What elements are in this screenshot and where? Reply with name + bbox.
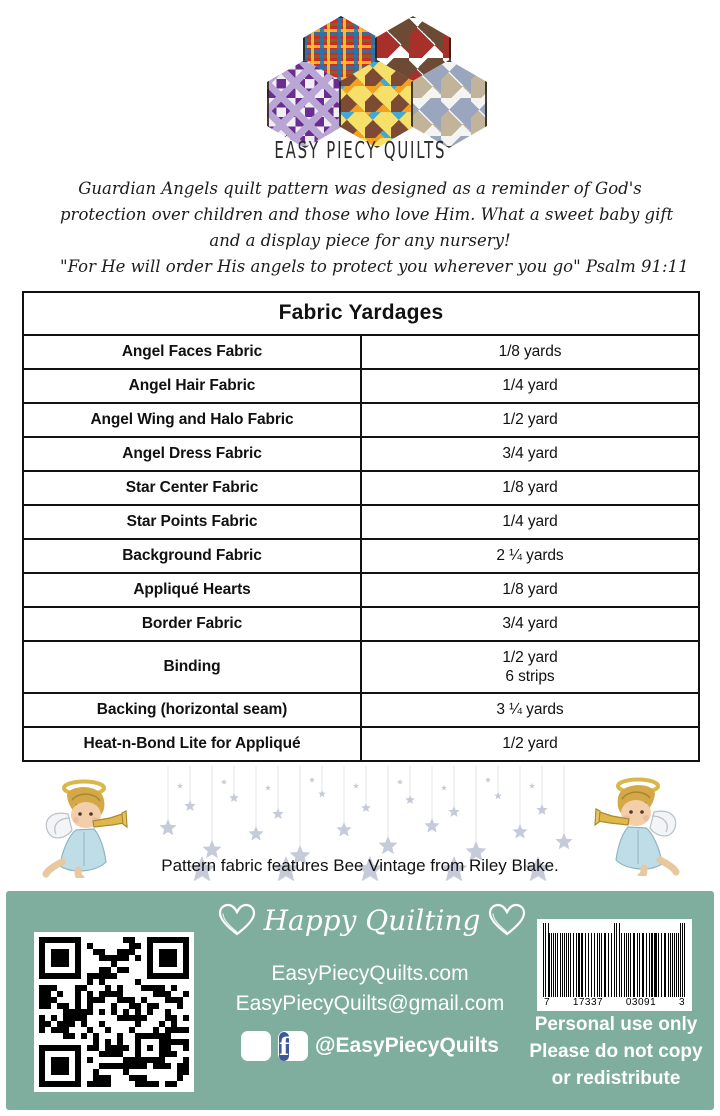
- happy-quilting-text: Happy Quilting: [263, 903, 481, 937]
- heart-icon-right: [488, 903, 526, 937]
- fabric-yardage-cell: 2 ¼ yards: [361, 539, 699, 573]
- contact-block: [202, 959, 538, 1019]
- fabric-yardage-cell: [361, 641, 699, 693]
- table-row: [23, 641, 699, 693]
- fabric-yardage-cell: 1/4 yard: [361, 505, 699, 539]
- fabric-yardage-cell: 3/4 yard: [361, 607, 699, 641]
- fabric-name-cell: Heat-n-Bond Lite for Appliqué: [23, 727, 361, 761]
- copyright-notice: [522, 1011, 710, 1092]
- description-line-2: protection over children and those who love Him. What a sweet baby gift: [60, 205, 674, 224]
- description-line-1: Guardian Angels quilt pattern was designed as a reminder of God's: [78, 179, 642, 198]
- barcode-left-digit: 7: [544, 997, 551, 1008]
- qr-code-graphic: [39, 937, 189, 1087]
- email-link[interactable]: EasyPiecyQuilts@gmail.com: [235, 992, 505, 1015]
- website-link[interactable]: EasyPiecyQuilts.com: [271, 962, 469, 985]
- fabric-name-cell: Angel Faces Fabric: [23, 335, 361, 369]
- fabric-name-cell: Background Fabric: [23, 539, 361, 573]
- fabric-yardage-cell: 1/8 yard: [361, 471, 699, 505]
- scripture-quote: "For He will order His angels to protect you wherever you go" Psalm 91:11: [60, 257, 689, 276]
- table-row: [23, 403, 699, 437]
- table-row: [23, 335, 699, 369]
- table-row: [23, 471, 699, 505]
- fabric-name-cell: Appliqué Hearts: [23, 573, 361, 607]
- fabric-name-cell: Star Points Fabric: [23, 505, 361, 539]
- table-row: [23, 573, 699, 607]
- social-links: [202, 1031, 538, 1061]
- fabric-yardage-cell: 3 ¼ yards: [361, 693, 699, 727]
- table-row: [23, 437, 699, 471]
- table-row: [23, 505, 699, 539]
- notice-line-1: Personal use only: [534, 1014, 698, 1035]
- brand-wordmark: EASY PIECY QUILTS: [274, 138, 446, 164]
- description-line-3: and a display piece for any nursery!: [209, 231, 511, 250]
- fabric-name-cell: Star Center Fabric: [23, 471, 361, 505]
- table-title-row: [23, 292, 699, 335]
- yardage-primary: 1/2 yard: [502, 649, 558, 666]
- table-row: [23, 607, 699, 641]
- barcode-right-digit: 3: [678, 997, 685, 1008]
- fabric-name-cell: Backing (horizontal seam): [23, 693, 361, 727]
- pattern-description: [60, 176, 689, 280]
- qr-code[interactable]: [34, 932, 194, 1092]
- brand-logo: [0, 0, 720, 164]
- fabric-yardage-cell: 1/8 yards: [361, 335, 699, 369]
- fabric-yardage-cell: 1/2 yard: [361, 727, 699, 761]
- barcode-bars: [543, 923, 686, 997]
- fabric-name-cell: Angel Dress Fabric: [23, 437, 361, 471]
- hexagon-cluster: [245, 16, 475, 134]
- barcode-group-one: 17337: [572, 997, 604, 1008]
- table-row: [23, 369, 699, 403]
- fabric-yardage-cell: 1/4 yard: [361, 369, 699, 403]
- fabric-name-cell: Binding: [23, 641, 361, 693]
- fabric-yardages-section: [22, 291, 700, 762]
- fabric-name-cell: Angel Wing and Halo Fabric: [23, 403, 361, 437]
- social-handle: @EasyPiecyQuilts: [315, 1034, 499, 1057]
- table-row: [23, 693, 699, 727]
- table-row: [23, 539, 699, 573]
- table-row: [23, 727, 699, 761]
- barcode-digits: [543, 997, 686, 1010]
- instagram-icon[interactable]: [241, 1031, 271, 1061]
- fabric-yardage-cell: 3/4 yard: [361, 437, 699, 471]
- facebook-icon[interactable]: f: [278, 1031, 308, 1061]
- happy-quilting-banner: [212, 903, 532, 937]
- notice-line-3: or redistribute: [551, 1068, 681, 1089]
- footer-panel: [6, 891, 714, 1110]
- fabric-yardage-cell: 1/8 yard: [361, 573, 699, 607]
- heart-icon-left: [218, 903, 256, 937]
- fabric-name-cell: Border Fabric: [23, 607, 361, 641]
- table-title: Fabric Yardages: [23, 292, 699, 335]
- barcode-group-two: 03091: [625, 997, 657, 1008]
- barcode: [537, 919, 692, 1011]
- notice-line-2: Please do not copy: [529, 1041, 703, 1062]
- fabric-yardages-table: [22, 291, 700, 762]
- yardage-secondary: 6 strips: [505, 668, 555, 685]
- fabric-yardage-cell: 1/2 yard: [361, 403, 699, 437]
- fabric-feature-note: Pattern fabric features Bee Vintage from Riley Blake.: [161, 856, 559, 875]
- fabric-name-cell: Angel Hair Fabric: [23, 369, 361, 403]
